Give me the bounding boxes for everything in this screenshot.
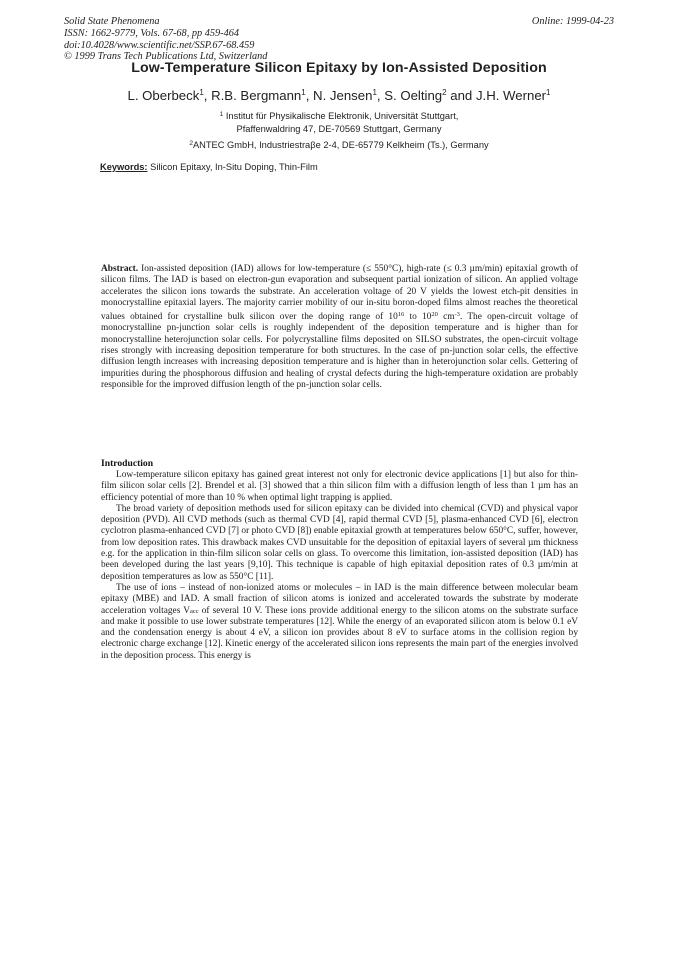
affiliation-1 (0, 109, 678, 135)
keywords-label: Keywords: (100, 162, 148, 172)
exponent: -3 (454, 311, 460, 319)
author-separator: , (376, 88, 385, 103)
abstract-text: to 10 (404, 312, 432, 323)
keywords-text: Silicon Epitaxy, In-Situ Doping, Thin-Film (147, 162, 318, 172)
affil-line: Pfaffenwaldring 47, DE-70569 Stuttgart, Germany (236, 123, 442, 134)
author-affil-mark: 1 (199, 88, 204, 97)
doi-line[interactable]: doi:10.4028/www.scientific.net/SSP.67-68.459 (64, 39, 255, 51)
paragraph (101, 583, 578, 662)
author-affil-mark: 1 (301, 88, 306, 97)
author-name: J.H. Werner (475, 88, 547, 103)
abstract-text: cm (437, 312, 455, 323)
affil-line: Institut für Physikalische Elektronik, Universität Stuttgart, (225, 111, 459, 121)
author-list (0, 88, 678, 103)
copyright-line: © 1999 Trans Tech Publications Ltd, Switzerland (64, 51, 268, 63)
author-affil-mark: 2 (442, 88, 447, 97)
introduction-body (101, 470, 578, 662)
keywords (100, 162, 318, 172)
affil-number: 1 (219, 111, 224, 118)
paragraph: Low-temperature silicon epitaxy has gained great interest not only for electronic device applications [1] but also for thin-film silicon solar cells [2]. Brendel et al. [3] showed that a thin silicon film with a diffusion length of less than 1 µm has an efficiency potential of more than 10 % when optimal light trapping is applied. (101, 470, 578, 503)
paragraph-text: The use of ions – instead of non-ionized atoms or molecules – in IAD is the main difference between molecular beam epitaxy (MBE) and IAD. A small fraction of silicon atoms is ionized and accelerated towards the substrate by moderate acceleration voltages V (101, 582, 578, 616)
author-name: R.B. Bergmann (211, 88, 302, 103)
paragraph: The broad variety of deposition methods used for silicon epitaxy can be divided into chemical (CVD) and physical vapor deposition (PVD). All CVD methods (such as thermal CVD [4], rapid thermal CVD [5], plasma-enhanced CVD [6], electron cyclotron plasma-enhanced CVD [7] or photo CVD [8]) enable epitaxial growth at temperatures below 650°C, suffer, however, from low deposition rates. This drawback makes CVD unsuitable for the deposition of epitaxial layers of several µm thickness e.g. for the application in thin-film silicon solar cells on glass. To overcome this limitation, ion-assisted deposition (IAD) has been developed during the last years [9,10]. This technique is capable of high epitaxial deposition rates of 0.3 µm/min at deposition temperatures as low as 550°C [11]. (101, 503, 578, 582)
author-name: S. Oelting (384, 88, 443, 103)
abstract-text: Ion-assisted deposition (IAD) allows for low-temperature (≤ 550°C), high-rate (≤ 0.3 µm/min) epitaxial growth of silicon films. The IAD is based on electron-gun evaporation and subsequent partial ionization of silicon. An applied voltage accelerates the silicon ions towards the substrate. An acceleration voltage of 20 V yields the lowest etch-pit densities in monocrystalline epitaxial layers. The majority carrier mobility of our in-situ boron-doped films almost reaches the theoretical values obtained for crystalline bulk silicon over the doping range of 10 (101, 264, 578, 323)
journal-name: Solid State Phenomena (64, 16, 160, 27)
author-name: N. Jensen (313, 88, 373, 103)
exponent: 16 (397, 311, 405, 319)
exponent: 20 (431, 311, 438, 319)
author-name: L. Oberbeck (127, 88, 200, 103)
affil-line: ANTEC GmbH, Industriestraβe 2-4, DE-65779 Kelkheim (Ts.), Germany (192, 140, 489, 150)
paragraph-text: of several 10 V. These ions provide additional energy to the silicon atoms on the substrate surface and make it possible to use lower substrate temperatures [12]. While the energy of an evaporated silicon atom is below 0.1 eV and the condensation energy is about 4 eV, a silicon ion provides about 8 eV to surface atoms in the collision region by electronic charge exchange [12]. Kinetic energy of the accelerated silicon ions represents the main part of the energies involved in the deposition process. This energy is (101, 605, 578, 661)
online-date: Online: 1999-04-23 (531, 16, 614, 27)
affiliation-2 (0, 138, 678, 152)
abstract-text: . The open-circuit voltage of monocrystalline pn-junction solar cells is roughly independent of the deposition temperature and is higher than for monocrystalline heterojunction solar cells. For polycrystalline films deposited on SILSO substrates, the open-circuit voltage rises strongly with increasing deposition temperature for both structures. In the case of pn-junction solar cells, the effective diffusion length increases with increasing deposition temperature and is higher than in heterojunction solar cells. Gettering of impurities during the phosphorous diffusion and healing of crystal defects during the high-temperature oxidation are probably responsible for the improved diffusion length of the pn-junction solar cells. (101, 312, 578, 390)
author-separator: , (203, 88, 212, 103)
affil-number: 2 (189, 140, 193, 147)
abstract-label: Abstract. (101, 264, 139, 274)
paper-title: Low-Temperature Silicon Epitaxy by Ion-Assisted Deposition (131, 60, 547, 75)
author-separator: , (305, 88, 314, 103)
issn-line: ISSN: 1662-9779, Vols. 67-68, pp 459-464 (64, 27, 240, 39)
author-and: and (446, 88, 476, 103)
abstract (101, 264, 578, 391)
author-affil-mark: 1 (372, 88, 377, 97)
section-heading-introduction: Introduction (101, 458, 154, 469)
author-affil-mark: 1 (546, 88, 551, 97)
paper-title-wrap (0, 59, 678, 75)
subscript: acc (190, 607, 199, 615)
journal-header (64, 16, 267, 63)
